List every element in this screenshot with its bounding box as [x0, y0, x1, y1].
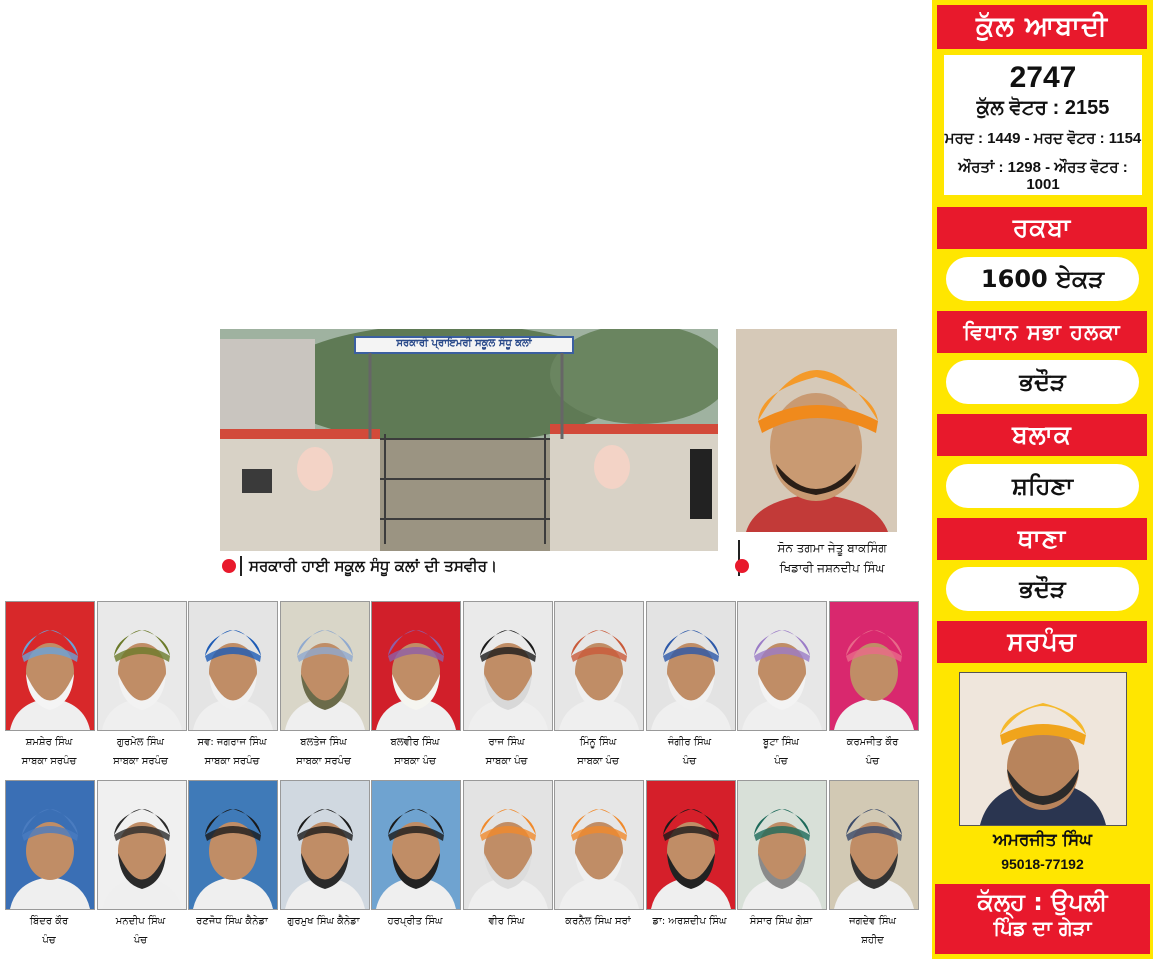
area-value: 1600 ਏਕੜ	[946, 257, 1139, 301]
portrait-photo	[5, 601, 95, 731]
portrait-photo	[371, 601, 461, 731]
person-caption	[550, 733, 646, 771]
school-photo	[220, 329, 718, 551]
person-name: ਹਰਪ੍ਰੀਤ ਸਿੰਘ	[387, 916, 443, 927]
portrait-photo	[646, 780, 736, 910]
school-caption: ਸਰਕਾਰੀ ਹਾਈ ਸਕੂਲ ਸੰਧੂ ਕਲਾਂ ਦੀ ਤਸਵੀਰ।	[249, 557, 498, 575]
total-voters: ਕੁੱਲ ਵੋਟਰ : 2155	[976, 97, 1110, 119]
person-caption	[184, 912, 280, 931]
area-heading: ਰਕਬਾ	[937, 207, 1147, 249]
portrait-photo	[463, 601, 553, 731]
person-caption	[93, 912, 189, 950]
person-name: ਗੁਰਮੇਲ ਸਿੰਘ	[117, 737, 164, 748]
person-name: ਮਨਦੀਪ ਸਿੰਘ	[115, 916, 166, 927]
person-role: ਸਾਬਕਾ ਪੰਚ	[577, 756, 619, 767]
person-role: ਪੰਚ	[682, 756, 697, 767]
portrait-photo	[97, 601, 187, 731]
caption-divider	[240, 556, 242, 576]
person-name: ਕਰਮਜੀਤ ਕੌਰ	[846, 737, 899, 748]
person-name: ਸ਼ਮਸ਼ੇਰ ਸਿੰਘ	[25, 737, 73, 748]
person-caption	[367, 733, 463, 771]
caption-bullet	[222, 559, 236, 573]
person-role: ਪੰਚ	[865, 756, 880, 767]
boxer-caption-bullet	[735, 559, 749, 573]
portrait-photo	[737, 780, 827, 910]
person-name: ਸੰਸਾਰ ਸਿੰਘ ਗੇਸ਼ਾ	[749, 916, 813, 927]
portrait-photo	[554, 601, 644, 731]
person-role: ਸਾਬਕਾ ਸਰਪੰਚ	[204, 756, 260, 767]
person-caption	[550, 912, 646, 931]
portrait-photo	[97, 780, 187, 910]
population-stats-box	[944, 55, 1142, 195]
boxer-caption-line2: ਖਿਡਾਰੀ ਜਸ਼ਨਦੀਪ ਸਿੰਘ	[779, 561, 885, 575]
portrait-photo	[829, 780, 919, 910]
assembly-heading: ਵਿਧਾਨ ਸਭਾ ਹਲਕਾ	[937, 311, 1147, 353]
portrait-photo	[463, 780, 553, 910]
person-caption	[1, 912, 97, 950]
person-name: ਵੀਰ ਸਿੰਘ	[488, 916, 525, 927]
sarpanch-name: ਅਮਰਜੀਤ ਸਿੰਘ	[993, 830, 1092, 850]
portrait-photo	[371, 780, 461, 910]
portrait-photo	[188, 780, 278, 910]
person-caption	[93, 733, 189, 771]
block-heading: ਬਲਾਕ	[937, 414, 1147, 456]
person-name: ਜੰਗੀਰ ਸਿੰਘ	[667, 737, 712, 748]
person-caption	[1, 733, 97, 771]
portrait-photo	[280, 601, 370, 731]
sarpanch-heading: ਸਰਪੰਚ	[937, 621, 1147, 663]
person-role: ਪੰਚ	[42, 935, 56, 946]
village-info-sidebar	[932, 0, 1153, 959]
person-name: ਬਲਵੀਰ ਸਿੰਘ	[390, 737, 440, 748]
person-role: ਸਾਬਕਾ ਪੰਚ	[394, 756, 436, 767]
person-caption	[825, 912, 921, 950]
person-caption	[184, 733, 280, 771]
person-role: ਸਾਬਕਾ ਪੰਚ	[485, 756, 528, 767]
person-name: ਜਗਦੇਵ ਸਿੰਘ	[849, 916, 896, 927]
person-role: ਸਾਬਕਾ ਸਰਪੰਚ	[296, 756, 351, 767]
person-name: ਬਿੰਦਰ ਕੌਰ	[29, 916, 69, 927]
female-stats: ਔਰਤਾਂ : 1298 - ਔਰਤ ਵੋਟਰ : 1001	[958, 159, 1128, 193]
portrait-photo	[5, 780, 95, 910]
block-value: ਸ਼ਹਿਣਾ	[946, 464, 1139, 508]
person-caption	[459, 733, 555, 771]
person-role: ਪੰਚ	[133, 935, 148, 946]
sarpanch-phone: 95018-77192	[1001, 856, 1084, 872]
person-caption	[642, 733, 738, 771]
next-village-banner	[935, 884, 1150, 954]
person-role: ਪੰਚ	[774, 756, 788, 767]
portrait-photo	[280, 780, 370, 910]
next-village-line: ਕੱਲ੍ਹ : ਉਪਲੀ	[977, 888, 1108, 916]
person-name: ਬੂਟਾ ਸਿੰਘ	[762, 737, 799, 748]
population-heading: ਕੁੱਲ ਆਬਾਦੀ	[937, 5, 1147, 49]
school-sign-text: ਸਰਕਾਰੀ ਪ੍ਰਾਇਮਰੀ ਸਕੂਲ ਸੰਧੂ ਕਲਾਂ	[396, 338, 532, 349]
person-caption	[459, 912, 555, 931]
police-station-value: ਭਦੌੜ	[946, 567, 1139, 611]
person-role: ਸ਼ਹੀਦ	[861, 935, 884, 946]
person-caption	[276, 733, 372, 771]
boxer-photo	[736, 329, 897, 532]
person-name: ਕਰਨੈਲ ਸਿੰਘ ਸਰਾਂ	[565, 916, 631, 927]
person-name: ਸਵ: ਜਗਰਾਜ ਸਿੰਘ	[197, 737, 267, 748]
person-caption	[367, 912, 463, 931]
person-role: ਸਾਬਕਾ ਸਰਪੰਚ	[113, 756, 168, 767]
portrait-photo	[554, 780, 644, 910]
person-name: ਗੁਰਮੁਖ ਸਿੰਘ ਕੈਨੇਡਾ	[287, 916, 360, 927]
person-name: ਰਾਜ ਸਿੰਘ	[488, 737, 525, 748]
portrait-photo	[737, 601, 827, 731]
police-station-heading: ਥਾਣਾ	[937, 518, 1147, 560]
person-caption	[642, 912, 738, 931]
person-name: ਬਲਤੇਜ ਸਿੰਘ	[300, 737, 347, 748]
person-caption	[276, 912, 372, 931]
person-role: ਸਾਬਕਾ ਸਰਪੰਚ	[21, 756, 77, 767]
person-name: ਡਾ: ਅਰਸ਼ਦੀਪ ਸਿੰਘ	[652, 916, 727, 927]
sarpanch-photo	[959, 672, 1127, 826]
boxer-caption-line1: ਸੋਨ ਤਗਮਾ ਜੇਤੂ ਬਾਕਸਿੰਗ	[777, 541, 887, 555]
person-caption	[733, 733, 829, 771]
portrait-photo	[646, 601, 736, 731]
person-caption	[733, 912, 829, 931]
portrait-photo	[829, 601, 919, 731]
person-name: ਰਣਜੋਧ ਸਿੰਘ ਕੈਨੇਡਾ	[196, 916, 268, 927]
village-tour-line: ਪਿੰਡ ਦਾ ਗੇੜਾ	[993, 916, 1092, 940]
person-caption	[825, 733, 921, 771]
assembly-value: ਭਦੌੜ	[946, 360, 1139, 404]
population-total: 2747	[1009, 61, 1077, 94]
person-name: ਮਿੰਨੂ ਸਿੰਘ	[579, 737, 617, 748]
male-stats: ਮਰਦ : 1449 - ਮਰਦ ਵੋਟਰ : 1154	[944, 130, 1142, 147]
portrait-photo	[188, 601, 278, 731]
